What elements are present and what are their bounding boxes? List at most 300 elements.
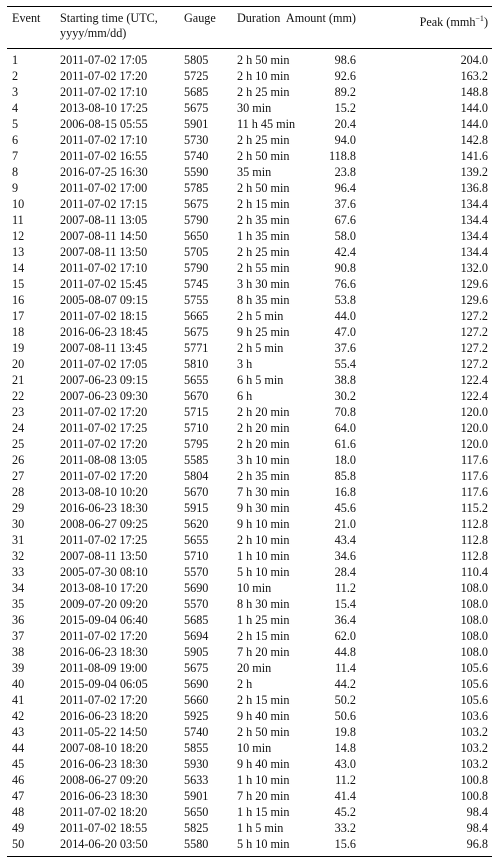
starting-time-cell: 2011-07-02 17:20 xyxy=(60,437,148,451)
gauge-cell: 5570 xyxy=(184,565,209,579)
gauge-cell: 5730 xyxy=(184,133,209,147)
starting-time-cell: 2011-07-02 17:10 xyxy=(60,261,148,275)
top-rule xyxy=(7,6,492,7)
amount-cell: 58.0 xyxy=(334,229,356,243)
table-row xyxy=(0,564,500,580)
event-cell: 26 xyxy=(12,453,25,467)
table-row xyxy=(0,820,500,836)
peak-cell: 103.6 xyxy=(460,709,488,723)
duration-cell: 2 h xyxy=(237,677,253,691)
table-row xyxy=(0,612,500,628)
gauge-cell: 5670 xyxy=(184,485,209,499)
starting-time-cell: 2011-07-02 15:45 xyxy=(60,277,148,291)
duration-cell: 2 h 50 min xyxy=(237,53,290,67)
table-row xyxy=(0,260,500,276)
peak-cell: 115.2 xyxy=(461,501,488,515)
starting-time-cell: 2013-08-10 17:20 xyxy=(60,581,148,595)
starting-time-cell: 2013-08-10 10:20 xyxy=(60,485,148,499)
table-row xyxy=(0,548,500,564)
gauge-cell: 5790 xyxy=(184,261,209,275)
gauge-cell: 5901 xyxy=(184,117,209,131)
table-row xyxy=(0,116,500,132)
table-row xyxy=(0,788,500,804)
duration-cell: 8 h 35 min xyxy=(237,293,290,307)
peak-cell: 96.8 xyxy=(466,837,488,851)
peak-cell: 134.4 xyxy=(460,197,488,211)
starting-time-cell: 2015-09-04 06:05 xyxy=(60,677,148,691)
event-cell: 28 xyxy=(12,485,25,499)
starting-time-cell: 2009-07-20 09:20 xyxy=(60,597,148,611)
table-row xyxy=(0,164,500,180)
peak-cell: 122.4 xyxy=(460,373,488,387)
event-cell: 22 xyxy=(12,389,25,403)
duration-cell: 2 h 35 min xyxy=(237,213,290,227)
amount-cell: 15.2 xyxy=(334,101,356,115)
gauge-cell: 5705 xyxy=(184,245,209,259)
amount-cell: 50.2 xyxy=(334,693,356,707)
peak-cell: 127.2 xyxy=(460,341,488,355)
starting-time-cell: 2011-07-02 17:10 xyxy=(60,133,148,147)
gauge-cell: 5710 xyxy=(184,421,209,435)
gauge-cell: 5745 xyxy=(184,277,209,291)
table-row xyxy=(0,404,500,420)
amount-cell: 44.8 xyxy=(334,645,356,659)
amount-cell: 34.6 xyxy=(334,549,356,563)
header-rule xyxy=(7,48,492,49)
starting-time-cell: 2011-07-02 18:15 xyxy=(60,309,148,323)
amount-cell: 55.4 xyxy=(334,357,356,371)
table-row xyxy=(0,244,500,260)
peak-cell: 108.0 xyxy=(460,645,488,659)
duration-cell: 1 h 35 min xyxy=(237,229,290,243)
starting-time-cell: 2011-07-02 17:20 xyxy=(60,69,148,83)
duration-cell: 5 h 10 min xyxy=(237,565,290,579)
amount-cell: 61.6 xyxy=(334,437,356,451)
peak-cell: 100.8 xyxy=(460,773,488,787)
gauge-cell: 5650 xyxy=(184,229,209,243)
event-cell: 6 xyxy=(12,133,19,147)
event-cell: 15 xyxy=(12,277,25,291)
duration-cell: 35 min xyxy=(237,165,272,179)
starting-time-cell: 2007-08-11 13:50 xyxy=(60,549,148,563)
peak-cell: 142.8 xyxy=(460,133,488,147)
event-cell: 41 xyxy=(12,693,25,707)
gauge-cell: 5805 xyxy=(184,53,209,67)
gauge-cell: 5771 xyxy=(184,341,209,355)
table-row xyxy=(0,516,500,532)
gauge-cell: 5804 xyxy=(184,469,209,483)
header-peak xyxy=(420,11,488,30)
peak-cell: 134.4 xyxy=(460,213,488,227)
event-cell: 37 xyxy=(12,629,25,643)
peak-cell: 148.8 xyxy=(460,85,488,99)
gauge-cell: 5650 xyxy=(184,805,209,819)
amount-cell: 50.6 xyxy=(334,709,356,723)
starting-time-cell: 2011-07-02 17:00 xyxy=(60,181,148,195)
amount-cell: 14.8 xyxy=(334,741,356,755)
starting-time-cell: 2015-09-04 06:40 xyxy=(60,613,148,627)
amount-cell: 38.8 xyxy=(334,373,356,387)
event-cell: 45 xyxy=(12,757,25,771)
starting-time-cell: 2007-06-23 09:30 xyxy=(60,389,148,403)
peak-cell: 98.4 xyxy=(466,805,488,819)
amount-cell: 41.4 xyxy=(334,789,356,803)
amount-cell: 70.8 xyxy=(334,405,356,419)
starting-time-cell: 2011-07-02 17:20 xyxy=(60,629,148,643)
amount-cell: 44.2 xyxy=(334,677,356,691)
header-starting-time-line2: yyyy/mm/dd) xyxy=(60,26,127,40)
peak-cell: 141.6 xyxy=(460,149,488,163)
duration-cell: 8 h 30 min xyxy=(237,597,290,611)
event-cell: 23 xyxy=(12,405,25,419)
starting-time-cell: 2016-07-25 16:30 xyxy=(60,165,148,179)
amount-cell: 118.8 xyxy=(329,149,356,163)
gauge-cell: 5655 xyxy=(184,533,209,547)
starting-time-cell: 2011-07-02 17:25 xyxy=(60,533,148,547)
peak-cell: 122.4 xyxy=(460,389,488,403)
amount-cell: 76.6 xyxy=(334,277,356,291)
starting-time-cell: 2016-06-23 18:30 xyxy=(60,645,148,659)
event-cell: 49 xyxy=(12,821,25,835)
peak-cell: 120.0 xyxy=(460,437,488,451)
amount-cell: 62.0 xyxy=(334,629,356,643)
duration-cell: 2 h 35 min xyxy=(237,469,290,483)
gauge-cell: 5580 xyxy=(184,837,209,851)
starting-time-cell: 2016-06-23 18:20 xyxy=(60,709,148,723)
duration-cell: 6 h xyxy=(237,389,253,403)
amount-cell: 15.6 xyxy=(334,837,356,851)
gauge-cell: 5715 xyxy=(184,405,209,419)
event-cell: 32 xyxy=(12,549,25,563)
peak-cell: 117.6 xyxy=(461,485,488,499)
starting-time-cell: 2013-08-10 17:25 xyxy=(60,101,148,115)
gauge-cell: 5670 xyxy=(184,389,209,403)
event-cell: 5 xyxy=(12,117,19,131)
starting-time-cell: 2016-06-23 18:45 xyxy=(60,325,148,339)
table-row xyxy=(0,276,500,292)
gauge-cell: 5740 xyxy=(184,149,209,163)
peak-cell: 112.8 xyxy=(461,517,488,531)
duration-cell: 9 h 40 min xyxy=(237,709,290,723)
event-cell: 12 xyxy=(12,229,25,243)
amount-cell: 30.2 xyxy=(334,389,356,403)
event-cell: 48 xyxy=(12,805,25,819)
duration-cell: 2 h 15 min xyxy=(237,197,290,211)
amount-cell: 96.4 xyxy=(334,181,356,195)
event-cell: 25 xyxy=(12,437,25,451)
table-row xyxy=(0,228,500,244)
gauge-cell: 5620 xyxy=(184,517,209,531)
amount-cell: 94.0 xyxy=(334,133,356,147)
peak-cell: 112.8 xyxy=(461,533,488,547)
amount-cell: 37.6 xyxy=(334,197,356,211)
amount-cell: 18.0 xyxy=(334,453,356,467)
gauge-cell: 5925 xyxy=(184,709,209,723)
peak-cell: 117.6 xyxy=(461,469,488,483)
starting-time-cell: 2007-08-11 13:05 xyxy=(60,213,148,227)
event-cell: 27 xyxy=(12,469,25,483)
peak-cell: 108.0 xyxy=(460,597,488,611)
event-cell: 17 xyxy=(12,309,25,323)
table-row xyxy=(0,84,500,100)
event-cell: 46 xyxy=(12,773,25,787)
table-row xyxy=(0,372,500,388)
starting-time-cell: 2011-07-02 18:20 xyxy=(60,805,148,819)
starting-time-cell: 2007-08-11 14:50 xyxy=(60,229,148,243)
starting-time-cell: 2005-07-30 08:10 xyxy=(60,565,148,579)
gauge-cell: 5665 xyxy=(184,309,209,323)
table-row xyxy=(0,148,500,164)
amount-cell: 19.8 xyxy=(334,725,356,739)
table-row xyxy=(0,484,500,500)
header-event: Event xyxy=(12,11,41,25)
peak-cell: 132.0 xyxy=(460,261,488,275)
peak-cell: 134.4 xyxy=(460,245,488,259)
event-cell: 29 xyxy=(12,501,25,515)
peak-cell: 108.0 xyxy=(460,581,488,595)
gauge-cell: 5855 xyxy=(184,741,209,755)
starting-time-cell: 2011-07-02 17:10 xyxy=(60,85,148,99)
amount-cell: 64.0 xyxy=(334,421,356,435)
starting-time-cell: 2008-06-27 09:20 xyxy=(60,773,148,787)
bottom-rule xyxy=(7,856,492,857)
table-row xyxy=(0,500,500,516)
duration-cell: 30 min xyxy=(237,101,272,115)
header-gauge: Gauge xyxy=(184,11,216,25)
duration-cell: 2 h 15 min xyxy=(237,629,290,643)
duration-cell: 2 h 10 min xyxy=(237,533,290,547)
amount-cell: 44.0 xyxy=(334,309,356,323)
peak-cell: 129.6 xyxy=(460,293,488,307)
table-row xyxy=(0,692,500,708)
peak-cell: 127.2 xyxy=(460,309,488,323)
table-row xyxy=(0,628,500,644)
amount-cell: 37.6 xyxy=(334,341,356,355)
event-cell: 30 xyxy=(12,517,25,531)
gauge-cell: 5675 xyxy=(184,661,209,675)
duration-cell: 6 h 5 min xyxy=(237,373,284,387)
event-cell: 38 xyxy=(12,645,25,659)
event-cell: 35 xyxy=(12,597,25,611)
peak-cell: 136.8 xyxy=(460,181,488,195)
event-cell: 14 xyxy=(12,261,25,275)
duration-cell: 7 h 20 min xyxy=(237,645,290,659)
starting-time-cell: 2016-06-23 18:30 xyxy=(60,501,148,515)
gauge-cell: 5690 xyxy=(184,581,209,595)
starting-time-cell: 2011-07-02 18:55 xyxy=(60,821,148,835)
duration-cell: 20 min xyxy=(237,661,272,675)
table-row xyxy=(0,596,500,612)
peak-cell: 105.6 xyxy=(460,661,488,675)
table-row xyxy=(0,644,500,660)
event-cell: 39 xyxy=(12,661,25,675)
event-cell: 34 xyxy=(12,581,25,595)
starting-time-cell: 2011-07-02 17:25 xyxy=(60,421,148,435)
table-row xyxy=(0,452,500,468)
gauge-cell: 5675 xyxy=(184,101,209,115)
event-cell: 9 xyxy=(12,181,19,195)
peak-cell: 120.0 xyxy=(460,405,488,419)
amount-cell: 33.2 xyxy=(334,821,356,835)
starting-time-cell: 2007-08-11 13:50 xyxy=(60,245,148,259)
peak-cell: 129.6 xyxy=(460,277,488,291)
amount-cell: 11.4 xyxy=(335,661,356,675)
peak-cell: 120.0 xyxy=(460,421,488,435)
starting-time-cell: 2011-07-02 17:05 xyxy=(60,357,148,371)
gauge-cell: 5795 xyxy=(184,437,209,451)
amount-cell: 92.6 xyxy=(334,69,356,83)
gauge-cell: 5685 xyxy=(184,85,209,99)
starting-time-cell: 2007-08-11 13:45 xyxy=(60,341,148,355)
peak-cell: 127.2 xyxy=(460,357,488,371)
table-row xyxy=(0,532,500,548)
duration-cell: 2 h 10 min xyxy=(237,69,290,83)
duration-cell: 3 h 10 min xyxy=(237,453,290,467)
event-cell: 50 xyxy=(12,837,25,851)
duration-cell: 2 h 25 min xyxy=(237,85,290,99)
table-row xyxy=(0,324,500,340)
header-duration: Duration xyxy=(237,11,281,25)
gauge-cell: 5590 xyxy=(184,165,209,179)
table-row xyxy=(0,468,500,484)
header-starting-time-line1: Starting time (UTC, xyxy=(60,11,158,25)
amount-cell: 43.0 xyxy=(334,757,356,771)
event-cell: 19 xyxy=(12,341,25,355)
duration-cell: 7 h 30 min xyxy=(237,485,290,499)
header-peak-prefix: Peak (mmh xyxy=(419,15,476,30)
amount-cell: 45.6 xyxy=(334,501,356,515)
event-cell: 18 xyxy=(12,325,25,339)
peak-cell: 204.0 xyxy=(460,53,488,67)
table-row xyxy=(0,292,500,308)
event-cell: 20 xyxy=(12,357,25,371)
amount-cell: 15.4 xyxy=(334,597,356,611)
event-cell: 4 xyxy=(12,101,19,115)
gauge-cell: 5710 xyxy=(184,549,209,563)
table-row xyxy=(0,212,500,228)
duration-cell: 9 h 30 min xyxy=(237,501,290,515)
starting-time-cell: 2011-07-02 17:20 xyxy=(60,693,148,707)
duration-cell: 2 h 50 min xyxy=(237,181,290,195)
amount-cell: 21.0 xyxy=(334,517,356,531)
table-row xyxy=(0,580,500,596)
duration-cell: 2 h 20 min xyxy=(237,421,290,435)
table-row xyxy=(0,356,500,372)
starting-time-cell: 2005-08-07 09:15 xyxy=(60,293,148,307)
duration-cell: 1 h 15 min xyxy=(237,805,290,819)
event-cell: 40 xyxy=(12,677,25,691)
amount-cell: 43.4 xyxy=(334,533,356,547)
table-row xyxy=(0,804,500,820)
duration-cell: 1 h 5 min xyxy=(237,821,284,835)
event-cell: 2 xyxy=(12,69,19,83)
event-cell: 43 xyxy=(12,725,25,739)
gauge-cell: 5585 xyxy=(184,453,209,467)
gauge-cell: 5685 xyxy=(184,613,209,627)
amount-cell: 28.4 xyxy=(334,565,356,579)
header-starting-time xyxy=(60,11,158,41)
event-cell: 47 xyxy=(12,789,25,803)
table-row xyxy=(0,52,500,68)
peak-cell: 98.4 xyxy=(466,821,488,835)
duration-cell: 3 h xyxy=(237,357,253,371)
amount-cell: 98.6 xyxy=(334,53,356,67)
starting-time-cell: 2011-07-02 17:20 xyxy=(60,469,148,483)
gauge-cell: 5570 xyxy=(184,597,209,611)
starting-time-cell: 2007-08-10 18:20 xyxy=(60,741,148,755)
duration-cell: 1 h 10 min xyxy=(237,549,290,563)
duration-cell: 3 h 30 min xyxy=(237,277,290,291)
table-row xyxy=(0,308,500,324)
peak-cell: 105.6 xyxy=(460,677,488,691)
duration-cell: 10 min xyxy=(237,581,272,595)
duration-cell: 2 h 55 min xyxy=(237,261,290,275)
event-cell: 3 xyxy=(12,85,19,99)
event-cell: 31 xyxy=(12,533,25,547)
table-row xyxy=(0,740,500,756)
starting-time-cell: 2011-05-22 14:50 xyxy=(60,725,148,739)
duration-cell: 10 min xyxy=(237,741,272,755)
duration-cell: 2 h 25 min xyxy=(237,133,290,147)
starting-time-cell: 2011-08-08 13:05 xyxy=(60,453,148,467)
event-cell: 44 xyxy=(12,741,25,755)
amount-cell: 47.0 xyxy=(334,325,356,339)
gauge-cell: 5930 xyxy=(184,757,209,771)
gauge-cell: 5755 xyxy=(184,293,209,307)
table-row xyxy=(0,436,500,452)
duration-cell: 9 h 40 min xyxy=(237,757,290,771)
peak-cell: 110.4 xyxy=(461,565,488,579)
peak-cell: 108.0 xyxy=(460,613,488,627)
amount-cell: 67.6 xyxy=(334,213,356,227)
amount-cell: 20.4 xyxy=(334,117,356,131)
gauge-cell: 5790 xyxy=(184,213,209,227)
gauge-cell: 5825 xyxy=(184,821,209,835)
duration-cell: 2 h 50 min xyxy=(237,725,290,739)
duration-cell: 2 h 50 min xyxy=(237,149,290,163)
starting-time-cell: 2011-07-02 16:55 xyxy=(60,149,148,163)
peak-cell: 112.8 xyxy=(461,549,488,563)
table-row xyxy=(0,772,500,788)
table-row xyxy=(0,756,500,772)
peak-cell: 103.2 xyxy=(460,725,488,739)
peak-cell: 163.2 xyxy=(460,69,488,83)
gauge-cell: 5660 xyxy=(184,693,209,707)
amount-cell: 90.8 xyxy=(334,261,356,275)
event-cell: 10 xyxy=(12,197,25,211)
table-row xyxy=(0,100,500,116)
event-cell: 36 xyxy=(12,613,25,627)
table-row xyxy=(0,388,500,404)
table-row xyxy=(0,836,500,852)
gauge-cell: 5675 xyxy=(184,325,209,339)
peak-cell: 144.0 xyxy=(460,117,488,131)
gauge-cell: 5690 xyxy=(184,677,209,691)
amount-cell: 16.8 xyxy=(334,485,356,499)
table-row xyxy=(0,132,500,148)
gauge-cell: 5905 xyxy=(184,645,209,659)
gauge-cell: 5725 xyxy=(184,69,209,83)
table-row xyxy=(0,340,500,356)
table-row xyxy=(0,420,500,436)
gauge-cell: 5675 xyxy=(184,197,209,211)
duration-cell: 5 h 10 min xyxy=(237,837,290,851)
peak-cell: 108.0 xyxy=(460,629,488,643)
duration-cell: 11 h 45 min xyxy=(237,117,296,131)
gauge-cell: 5655 xyxy=(184,373,209,387)
peak-cell: 100.8 xyxy=(460,789,488,803)
event-cell: 13 xyxy=(12,245,25,259)
